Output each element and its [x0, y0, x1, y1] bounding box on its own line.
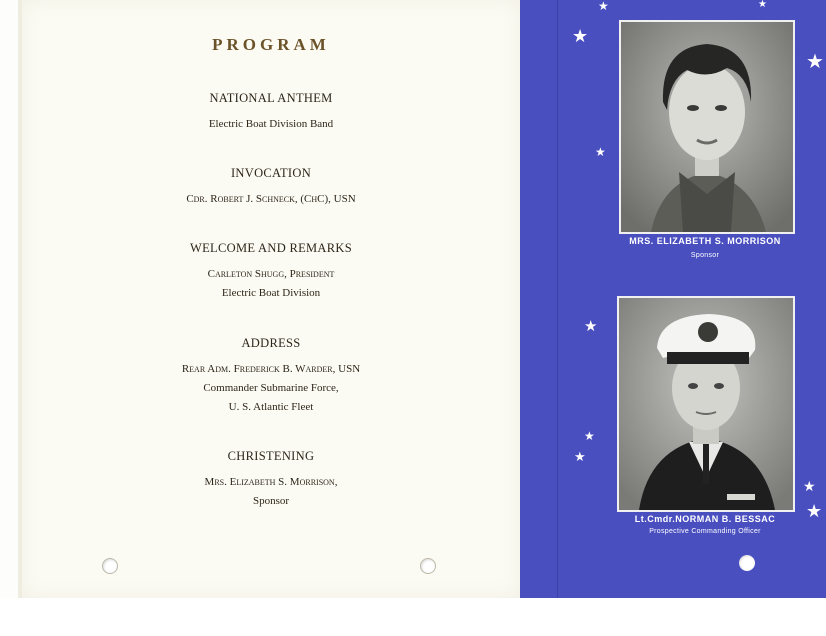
section-line: Mrs. Elizabeth S. Morrison,	[204, 476, 338, 488]
section-national-anthem	[22, 91, 520, 134]
section-heading: ADDRESS	[241, 336, 301, 350]
section-welcome-remarks	[22, 241, 520, 303]
star-icon: ★	[584, 319, 598, 335]
star-icon: ★	[595, 145, 606, 159]
section-invocation	[22, 166, 520, 209]
officer-role: Prospective Commanding Officer	[649, 528, 761, 535]
punch-hole	[420, 558, 436, 574]
section-line: Electric Boat Division Band	[208, 118, 334, 130]
star-icon: ★	[806, 501, 823, 521]
section-heading: WELCOME AND REMARKS	[190, 241, 352, 255]
punch-hole	[739, 555, 755, 571]
sponsor-photo	[619, 20, 795, 234]
section-address	[22, 336, 520, 417]
portrait-page	[520, 0, 826, 598]
star-icon: ★	[806, 51, 824, 73]
sponsor-name: MRS. ELIZABETH S. MORRISON	[629, 236, 781, 246]
section-line: Electric Boat Division	[221, 287, 321, 299]
star-icon: ★	[758, 0, 767, 10]
star-icon: ★	[572, 26, 589, 46]
star-icon: ★	[584, 429, 595, 443]
section-line: Sponsor	[252, 495, 290, 507]
officer-photo	[617, 296, 795, 512]
star-icon: ★	[598, 0, 609, 13]
section-line: Carleton Shugg, President	[207, 268, 335, 280]
program-page	[22, 0, 521, 598]
officer-caption	[610, 514, 800, 535]
fold-line	[557, 0, 558, 598]
punch-hole	[102, 558, 118, 574]
section-line: Cdr. Robert J. Schneck, (ChC), USN	[186, 193, 356, 205]
section-christening	[22, 449, 520, 511]
section-heading: NATIONAL ANTHEM	[209, 91, 333, 105]
section-line: Rear Adm. Frederick B. Warder, USN	[181, 363, 361, 375]
sponsor-caption	[610, 236, 800, 259]
star-icon: ★	[574, 449, 586, 464]
section-heading: CHRISTENING	[227, 449, 315, 463]
star-icon: ★	[803, 480, 816, 495]
sponsor-role: Sponsor	[690, 252, 720, 259]
section-line: U. S. Atlantic Fleet	[228, 401, 314, 413]
officer-name: Lt.Cmdr.NORMAN B. BESSAC	[634, 514, 776, 524]
scan-margin	[0, 598, 826, 636]
section-heading: INVOCATION	[230, 166, 312, 180]
program-title: PROGRAM	[212, 35, 330, 54]
section-line: Commander Submarine Force,	[203, 382, 339, 394]
